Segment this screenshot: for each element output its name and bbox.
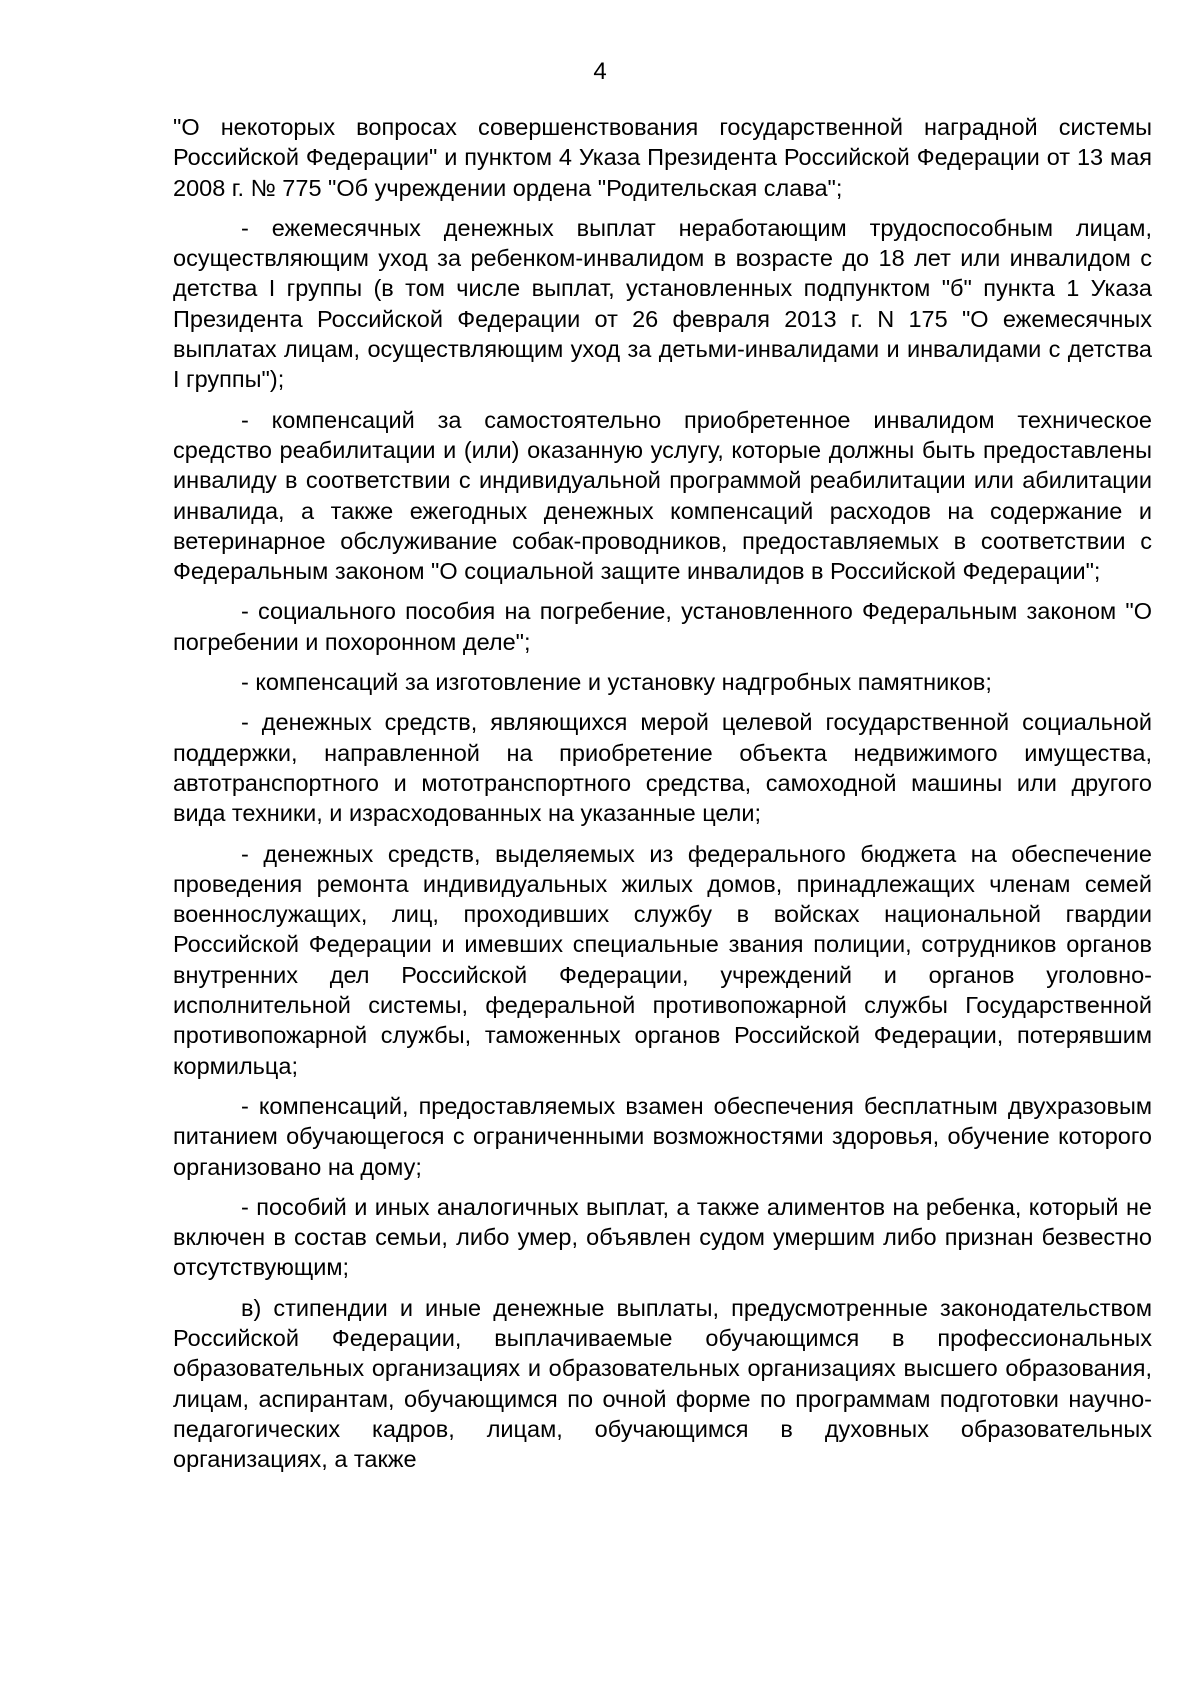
list-item-monument-compensation: - компенсаций за изготовление и установку надгробных памятников;: [241, 669, 992, 696]
paragraph-continuation: "О некоторых вопросах совершенствования государственной наградной системы Российской Федерации" и пунктом 4 Указа Президента Российской Федерации от 13 мая 2008 г. № 775 "Об учреждении ордена "Родительская слава";: [173, 114, 1152, 201]
subsection-v-scholarships: в) стипендии и иные денежные выплаты, предусмотренные законодательством Российской Федерации, выплачиваемые обучающимся в профессиональных образовательных организациях и образовательных организациях высшего образования, лицам, аспирантам, обучающимся по очной форме по программам подготовки научно-педагогических кадров, лицам, обучающимся в духовных образовательных организациях, а также: [173, 1294, 1152, 1473]
list-item-targeted-support-funds: - денежных средств, являющихся мерой целевой государственной социальной поддержки, направленной на приобретение объекта недвижимого имущества, автотранспортного и мототранспортного средства, самоходной машины или другого вида техники, и израсходованных на указанные цели;: [173, 709, 1152, 827]
list-item-rehabilitation-compensation: - компенсаций за самостоятельно приобретенное инвалидом техническое средство реабилитации и (или) оказанную услугу, которые должны быть предоставлены инвалиду в соответствии с индивидуальной программой реабилитации или абилитации инвалида, а также ежегодных денежных компенсаций расходов на содержание и ветеринарное обслуживание собак-проводников, предоставляемых в соответствии с Федеральным законом "О социальной защите инвалидов в Российской Федерации";: [173, 406, 1152, 585]
list-item-monthly-payments: - ежемесячных денежных выплат неработающим трудоспособным лицам, осуществляющим уход за ребенком-инвалидом в возрасте до 18 лет или инвалидом с детства I группы (в том числе выплат, установленных подпунктом "б" пункта 1 Указа Президента Российской Федерации от 26 февраля 2013 г. N 175 "О ежемесячных выплатах лицам, осуществляющим уход за детьми-инвалидами и инвалидами с детства I группы");: [173, 214, 1152, 393]
list-item-house-repair-funds: - денежных средств, выделяемых из федерального бюджета на обеспечение проведения ремонта индивидуальных жилых домов, принадлежащих членам семей военнослужащих, лиц, проходивших службу в войсках национальной гвардии Российской Федерации и имевших специальные звания полиции, сотрудников органов внутренних дел Российской Федерации, учреждений и органов уголовно-исполнительной системы, федеральной противопожарной службы Государственной противопожарной службы, таможенных органов Российской Федерации, потерявшим кормильца;: [173, 840, 1152, 1079]
page-number: 4: [593, 58, 607, 85]
list-item-meal-compensation: - компенсаций, предоставляемых взамен обеспечения бесплатным двухразовым питанием обучающегося с ограниченными возможностями здоровья, обучение которого организовано на дому;: [173, 1092, 1152, 1180]
list-item-burial-allowance: - социального пособия на погребение, установленного Федеральным законом "О погребении и похоронном деле";: [173, 598, 1152, 655]
list-item-child-support: - пособий и иных аналогичных выплат, а также алиментов на ребенка, который не включен в состав семьи, либо умер, объявлен судом умершим либо признан безвестно отсутствующим;: [173, 1193, 1152, 1281]
document-body: [173, 112, 1152, 1484]
